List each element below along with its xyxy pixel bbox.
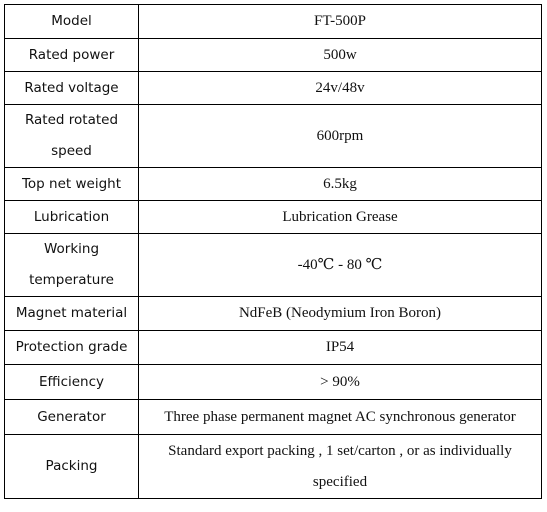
spec-value: IP54	[139, 331, 542, 365]
spec-row-rated-voltage	[5, 72, 542, 105]
spec-label: Working temperature	[5, 234, 139, 297]
spec-label: Rated rotated speed	[5, 105, 139, 168]
spec-row-lubrication	[5, 201, 542, 234]
spec-label: Efficiency	[5, 365, 139, 400]
spec-label: Top net weight	[5, 168, 139, 201]
spec-label: Packing	[5, 435, 139, 499]
spec-row-model	[5, 5, 542, 39]
spec-value: Three phase permanent magnet AC synchronous generator	[139, 400, 542, 435]
spec-value: 24v/48v	[139, 72, 542, 105]
spec-label: Rated voltage	[5, 72, 139, 105]
spec-value: NdFeB (Neodymium Iron Boron)	[139, 297, 542, 331]
spec-label: Lubrication	[5, 201, 139, 234]
spec-row-magnet-material	[5, 297, 542, 331]
spec-row-working-temperature	[5, 234, 542, 297]
spec-row-rated-speed	[5, 105, 542, 168]
spec-label: Rated power	[5, 39, 139, 72]
spec-label: Generator	[5, 400, 139, 435]
spec-value: > 90%	[139, 365, 542, 400]
spec-label: Magnet material	[5, 297, 139, 331]
spec-row-generator	[5, 400, 542, 435]
spec-label: Protection grade	[5, 331, 139, 365]
spec-value: 500w	[139, 39, 542, 72]
spec-value: Lubrication Grease	[139, 201, 542, 234]
spec-value: -40℃ - 80 ℃	[139, 234, 542, 297]
spec-row-rated-power	[5, 39, 542, 72]
spec-value: Standard export packing , 1 set/carton , or as individually specified	[139, 435, 542, 499]
spec-row-protection-grade	[5, 331, 542, 365]
spec-table	[4, 4, 542, 499]
spec-row-top-net-weight	[5, 168, 542, 201]
spec-value: FT-500P	[139, 5, 542, 39]
spec-row-packing	[5, 435, 542, 499]
spec-row-efficiency	[5, 365, 542, 400]
spec-label: Model	[5, 5, 139, 39]
spec-value: 6.5kg	[139, 168, 542, 201]
spec-value: 600rpm	[139, 105, 542, 168]
